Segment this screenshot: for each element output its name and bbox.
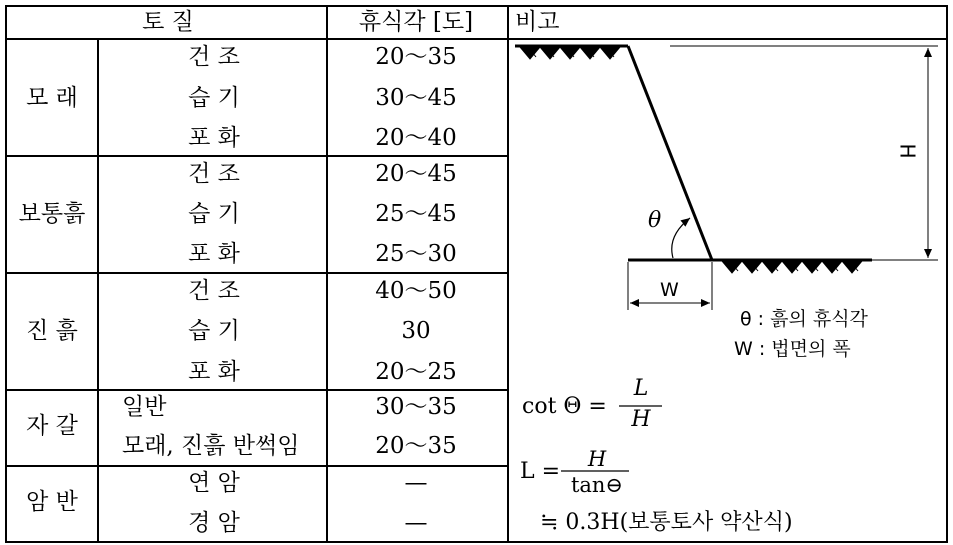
angle-value: — (404, 510, 428, 536)
condition-label: 건 조 (188, 278, 240, 304)
angle-value: 30 (401, 318, 431, 344)
top-ground-hatching (520, 47, 620, 59)
condition-label: 연 암 (188, 470, 240, 496)
angle-arc (672, 218, 690, 258)
soil-group-name: 모 래 (26, 85, 78, 111)
header-note: 비고 (515, 9, 560, 35)
l-formula-denominator: tan⊖ (570, 473, 624, 497)
legend-w: W : 법면의 폭 (734, 338, 851, 360)
angle-value: 25～45 (375, 201, 457, 227)
width-label: W (660, 279, 679, 301)
angle-value: 20～45 (375, 161, 457, 187)
bottom-ground-hatching (722, 261, 862, 273)
slope-face (628, 46, 712, 260)
height-label: H (895, 143, 920, 159)
l-formula-numerator: H (587, 447, 607, 471)
angle-value: 40～50 (375, 278, 457, 304)
condition-label: 일반 (122, 394, 167, 420)
condition-label: 습 기 (188, 85, 240, 111)
angle-value: 30～45 (375, 85, 457, 111)
cot-formula-numerator: L (633, 376, 649, 401)
soil-group-name: 진 흙 (26, 318, 78, 344)
soil-group-name: 자 갈 (26, 413, 78, 439)
angle-value: — (404, 470, 428, 496)
cot-formula-denominator: H (631, 407, 651, 432)
condition-label: 습 기 (188, 201, 240, 227)
header-angle: 휴식각 [도] (358, 9, 474, 35)
angle-value: 20～40 (375, 125, 457, 151)
angle-value: 20～35 (375, 44, 457, 70)
l-formula-lhs: L = (520, 459, 561, 484)
condition-label: 경 암 (188, 510, 240, 536)
condition-label: 건 조 (188, 44, 240, 70)
condition-label: 모래, 진흙 반썩임 (122, 433, 300, 459)
legend-theta: θ : 흙의 휴식각 (740, 308, 868, 330)
condition-label: 건 조 (188, 161, 240, 187)
cot-formula-lhs: cot Θ = (522, 394, 607, 419)
condition-label: 포 화 (188, 359, 240, 385)
condition-label: 포 화 (188, 241, 240, 267)
condition-label: 습 기 (188, 318, 240, 344)
soil-group-name: 보통흙 (18, 201, 86, 227)
header-soil: 토 질 (142, 9, 194, 35)
soil-group-name: 암 반 (26, 489, 78, 515)
angle-value: 25～30 (375, 241, 457, 267)
angle-value: 30～35 (375, 394, 457, 420)
approximation-formula: ≒ 0.3H(보통토사 약산식) (540, 510, 793, 535)
condition-label: 포 화 (188, 125, 240, 151)
angle-value: 20～35 (375, 433, 457, 459)
angle-value: 20～25 (375, 359, 457, 385)
angle-symbol: θ (648, 208, 662, 233)
